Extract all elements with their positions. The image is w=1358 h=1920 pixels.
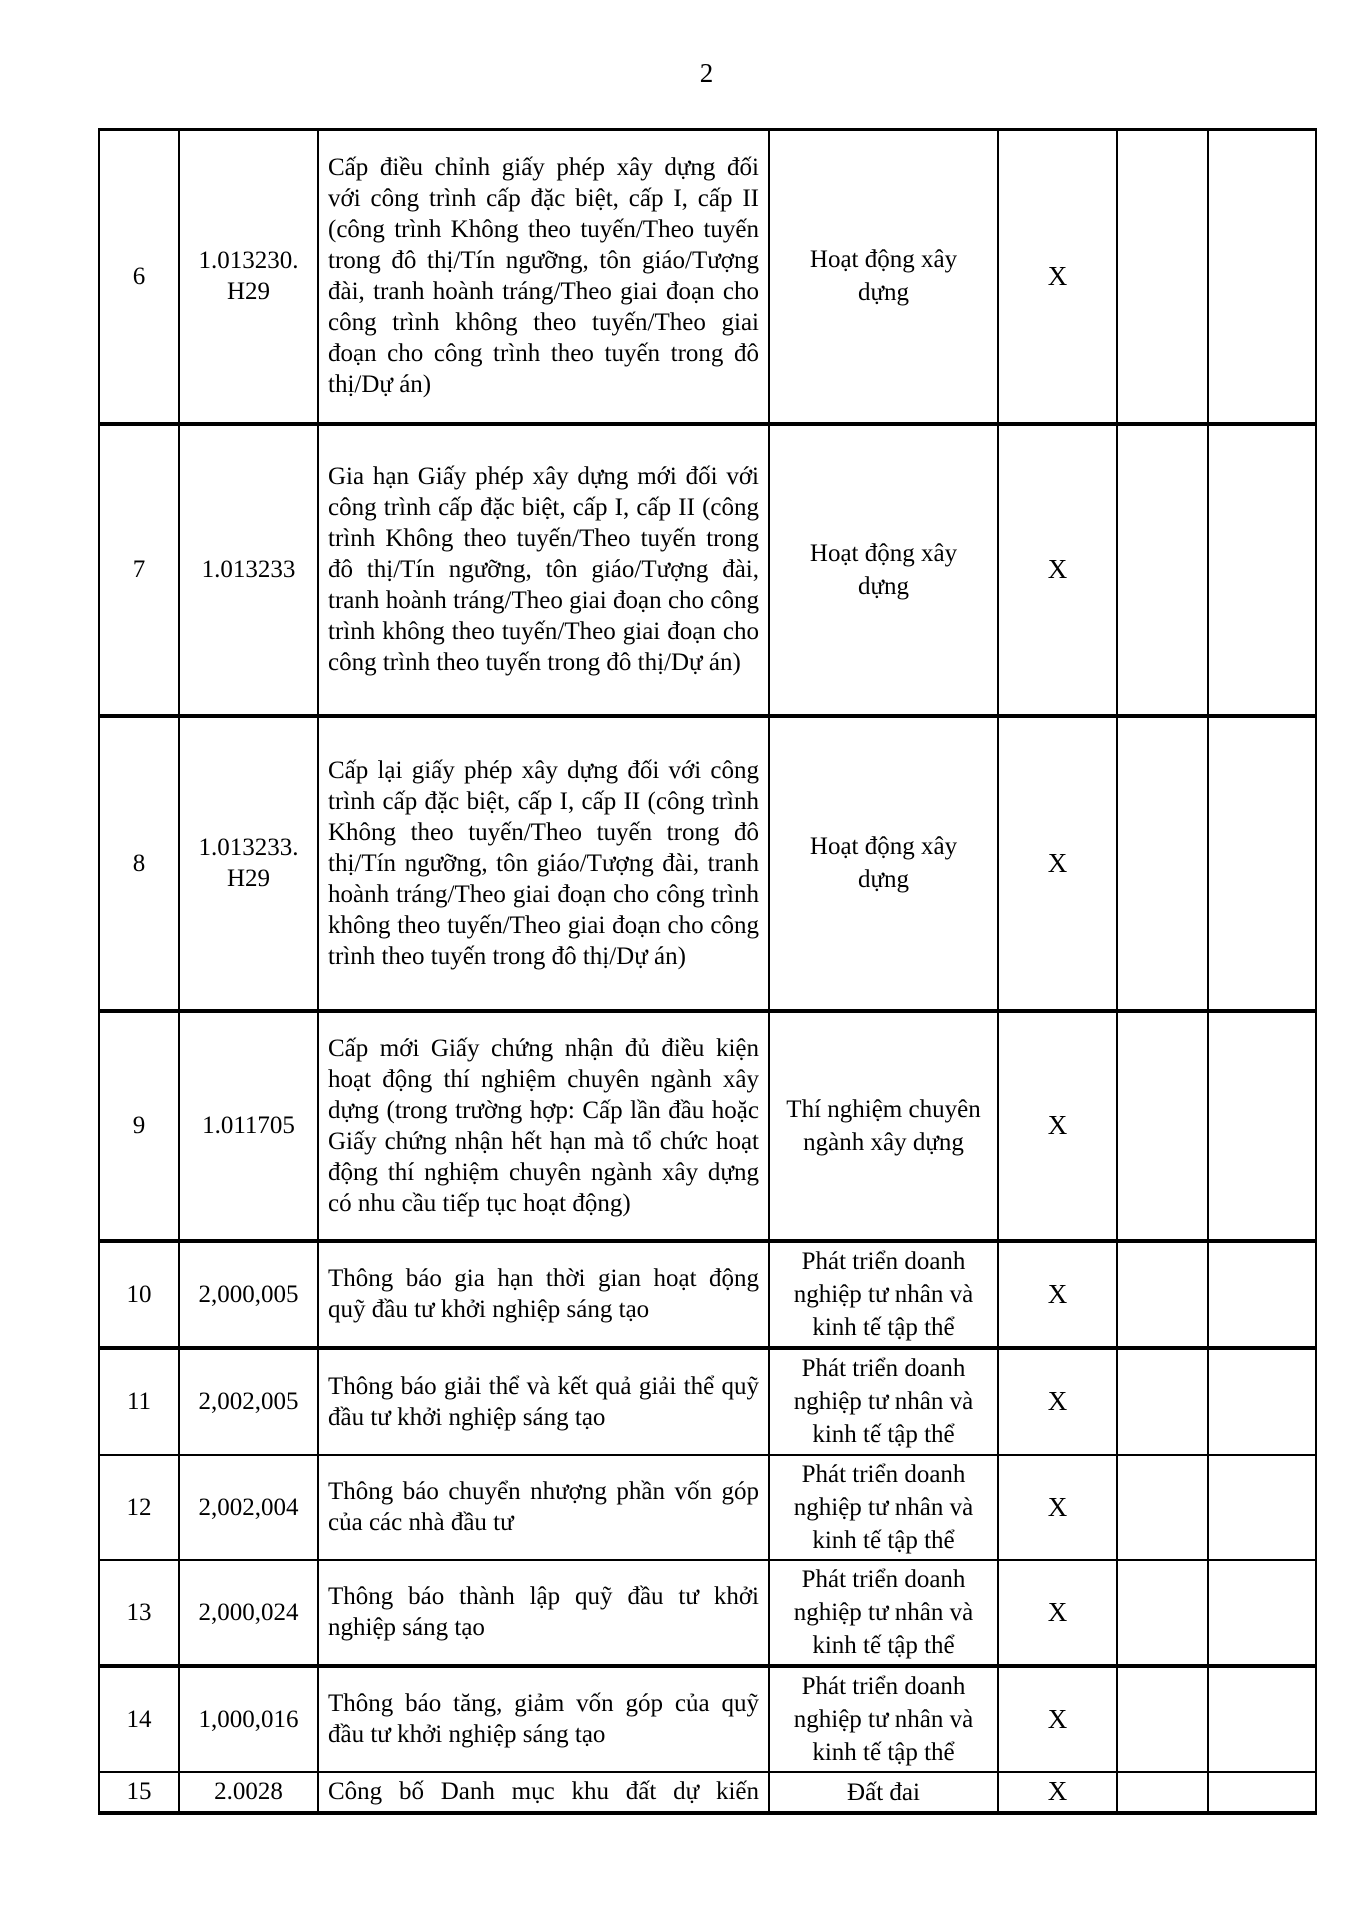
row-number-cell: 9: [99, 1011, 179, 1241]
field-cell: Phát triển doanh nghiệp tư nhân và kinh tế tập thể: [769, 1666, 998, 1772]
empty-cell-2: [1208, 1348, 1316, 1455]
field-cell: Thí nghiệm chuyên ngành xây dựng: [769, 1011, 998, 1241]
x-mark-cell: X: [998, 716, 1117, 1011]
x-mark-cell: X: [998, 1455, 1117, 1560]
empty-cell-2: [1208, 1560, 1316, 1666]
procedure-name-cell: Thông báo thành lập quỹ đầu tư khởi nghiệp sáng tạo: [318, 1560, 769, 1666]
field-cell: Phát triển doanh nghiệp tư nhân và kinh tế tập thể: [769, 1241, 998, 1348]
procedure-code-cell: 1.013230. H29: [179, 130, 318, 424]
table-row: [99, 1011, 1316, 1241]
table-row: [99, 1455, 1316, 1560]
row-number-cell: 8: [99, 716, 179, 1011]
empty-cell-2: [1208, 1241, 1316, 1348]
x-mark-cell: X: [998, 1348, 1117, 1455]
table-row: [99, 716, 1316, 1011]
procedure-code-cell: 1.013233. H29: [179, 716, 318, 1011]
x-mark-cell: X: [998, 1011, 1117, 1241]
empty-cell-1: [1117, 1455, 1208, 1560]
empty-cell-2: [1208, 1772, 1316, 1813]
procedure-code-cell: 2,000,024: [179, 1560, 318, 1666]
x-mark-cell: X: [998, 1560, 1117, 1666]
empty-cell-1: [1117, 1560, 1208, 1666]
procedure-code-cell: 1,000,016: [179, 1666, 318, 1772]
procedure-name-cell: Gia hạn Giấy phép xây dựng mới đối với công trình cấp đặc biệt, cấp I, cấp II (công trình Không theo tuyến/Theo tuyến trong đô thị/Tín ngưỡng, tôn giáo/Tượng đài, tranh hoành tráng/Theo giai đoạn cho công trình không theo tuyến/Theo giai đoạn cho công trình theo tuyến trong đô thị/Dự án): [318, 424, 769, 716]
empty-cell-1: [1117, 1241, 1208, 1348]
table-row: [99, 1772, 1316, 1813]
empty-cell-2: [1208, 130, 1316, 424]
x-mark-cell: X: [998, 1666, 1117, 1772]
row-number-cell: 10: [99, 1241, 179, 1348]
table-row: [99, 1666, 1316, 1772]
empty-cell-1: [1117, 716, 1208, 1011]
row-number-cell: 6: [99, 130, 179, 424]
procedure-name-cell: Thông báo tăng, giảm vốn góp của quỹ đầu tư khởi nghiệp sáng tạo: [318, 1666, 769, 1772]
field-cell: Đất đai: [769, 1772, 998, 1813]
empty-cell-1: [1117, 1011, 1208, 1241]
procedure-code-cell: 2,002,005: [179, 1348, 318, 1455]
field-cell: Hoạt động xây dựng: [769, 716, 998, 1011]
procedures-table-body: [99, 130, 1316, 1813]
empty-cell-2: [1208, 1011, 1316, 1241]
x-mark-cell: X: [998, 424, 1117, 716]
empty-cell-2: [1208, 1666, 1316, 1772]
page-number: 2: [699, 58, 714, 88]
row-number-cell: 7: [99, 424, 179, 716]
procedure-name-cell: Cấp lại giấy phép xây dựng đối với công trình cấp đặc biệt, cấp I, cấp II (công trình Không theo tuyến/Theo tuyến trong đô thị/Tín ngưỡng, tôn giáo/Tượng đài, tranh hoành tráng/Theo giai đoạn cho công trình không theo tuyến/Theo giai đoạn cho công trình theo tuyến trong đô thị/Dự án): [318, 716, 769, 1011]
procedure-code-cell: 2,002,004: [179, 1455, 318, 1560]
field-cell: Hoạt động xây dựng: [769, 130, 998, 424]
procedure-code-cell: 1.011705: [179, 1011, 318, 1241]
procedure-name-cell: Công bố Danh mục khu đất dự kiến: [318, 1772, 769, 1813]
x-mark-cell: X: [998, 1772, 1117, 1813]
procedure-code-cell: 2,000,005: [179, 1241, 318, 1348]
procedures-table: [98, 128, 1317, 1815]
table-row: [99, 1241, 1316, 1348]
procedure-code-cell: 2.0028: [179, 1772, 318, 1813]
table-row: [99, 1348, 1316, 1455]
empty-cell-1: [1117, 1348, 1208, 1455]
row-number-cell: 12: [99, 1455, 179, 1560]
empty-cell-2: [1208, 1455, 1316, 1560]
procedure-name-cell: Thông báo giải thể và kết quả giải thể quỹ đầu tư khởi nghiệp sáng tạo: [318, 1348, 769, 1455]
table-row: [99, 1560, 1316, 1666]
x-mark-cell: X: [998, 130, 1117, 424]
table-row: [99, 424, 1316, 716]
x-mark-cell: X: [998, 1241, 1117, 1348]
row-number-cell: 13: [99, 1560, 179, 1666]
empty-cell-1: [1117, 424, 1208, 716]
procedure-name-cell: Cấp mới Giấy chứng nhận đủ điều kiện hoạt động thí nghiệm chuyên ngành xây dựng (trong trường hợp: Cấp lần đầu hoặc Giấy chứng nhận hết hạn mà tổ chức hoạt động thí nghiệm chuyên ngành xây dựng có nhu cầu tiếp tục hoạt động): [318, 1011, 769, 1241]
procedure-name-cell: Cấp điều chỉnh giấy phép xây dựng đối với công trình cấp đặc biệt, cấp I, cấp II (công trình Không theo tuyến/Theo tuyến trong đô thị/Tín ngưỡng, tôn giáo/Tượng đài, tranh hoành tráng/Theo giai đoạn cho công trình không theo tuyến/Theo giai đoạn cho công trình theo tuyến trong đô thị/Dự án): [318, 130, 769, 424]
empty-cell-1: [1117, 1666, 1208, 1772]
field-cell: Phát triển doanh nghiệp tư nhân và kinh tế tập thể: [769, 1560, 998, 1666]
row-number-cell: 14: [99, 1666, 179, 1772]
empty-cell-2: [1208, 716, 1316, 1011]
row-number-cell: 11: [99, 1348, 179, 1455]
field-cell: Phát triển doanh nghiệp tư nhân và kinh tế tập thể: [769, 1455, 998, 1560]
field-cell: Phát triển doanh nghiệp tư nhân và kinh tế tập thể: [769, 1348, 998, 1455]
empty-cell-2: [1208, 424, 1316, 716]
empty-cell-1: [1117, 1772, 1208, 1813]
procedure-name-cell: Thông báo chuyển nhượng phần vốn góp của các nhà đầu tư: [318, 1455, 769, 1560]
empty-cell-1: [1117, 130, 1208, 424]
procedure-name-cell: Thông báo gia hạn thời gian hoạt động quỹ đầu tư khởi nghiệp sáng tạo: [318, 1241, 769, 1348]
row-number-cell: 15: [99, 1772, 179, 1813]
field-cell: Hoạt động xây dựng: [769, 424, 998, 716]
procedure-code-cell: 1.013233: [179, 424, 318, 716]
table-row: [99, 130, 1316, 424]
